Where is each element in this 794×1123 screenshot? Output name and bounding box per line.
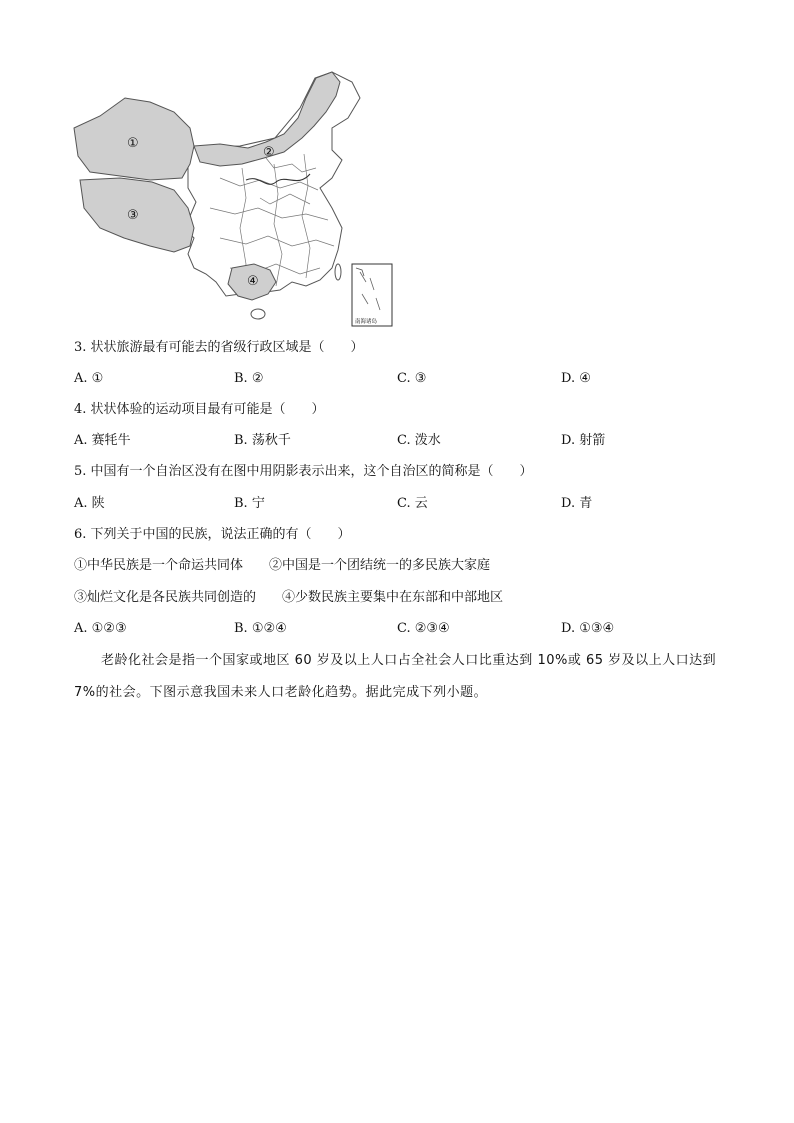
question-3-stem: 3. 状状旅游最有可能去的省级行政区域是（ ）: [74, 340, 364, 355]
q3-option-c[interactable]: C. ③: [397, 371, 427, 386]
q6-statements-line-2: ③灿烂文化是各民族共同创造的 ④少数民族主要集中在东部和中部地区: [74, 590, 504, 605]
taiwan-island: [335, 264, 341, 280]
q4-option-b[interactable]: B. 荡秋千: [234, 433, 291, 448]
q4-option-a[interactable]: A. 赛牦牛: [74, 433, 131, 448]
passage-line-1: 老龄化社会是指一个国家或地区 60 岁及以上人口占全社会人口比重达到 10%或 65 岁及以上人口达到: [74, 653, 717, 668]
region-label-4: ④: [247, 274, 259, 289]
q5-option-b[interactable]: B. 宁: [234, 496, 265, 511]
question-6-stem: 6. 下列关于中国的民族，说法正确的有（ ）: [74, 527, 351, 542]
region-label-2: ②: [263, 145, 275, 160]
region-label-1: ①: [127, 136, 139, 151]
south-china-sea-inset: [352, 264, 392, 326]
q4-option-c[interactable]: C. 泼水: [397, 433, 441, 448]
hainan-island: [251, 309, 265, 319]
region-label-3: ③: [127, 208, 139, 223]
q3-option-a[interactable]: A. ①: [74, 371, 104, 386]
question-4-stem: 4. 状状体验的运动项目最有可能是（ ）: [74, 402, 325, 417]
q6-option-b[interactable]: B. ①②④: [234, 621, 287, 636]
question-5-stem: 5. 中国有一个自治区没有在图中用阴影表示出来，这个自治区的简称是（ ）: [74, 464, 533, 479]
q5-option-a[interactable]: A. 陕: [74, 496, 105, 511]
q6-option-d[interactable]: D. ①③④: [561, 621, 615, 636]
q5-option-d[interactable]: D. 青: [561, 496, 593, 511]
china-map: [70, 68, 400, 330]
q4-option-d[interactable]: D. 射箭: [561, 433, 606, 448]
q6-option-c[interactable]: C. ②③④: [397, 621, 450, 636]
passage-line-2: 7%的社会。下图示意我国未来人口老龄化趋势。据此完成下列小题。: [74, 685, 488, 700]
q6-statements-line-1: ①中华民族是一个命运共同体 ②中国是一个团结统一的多民族大家庭: [74, 558, 491, 573]
q5-option-c[interactable]: C. 云: [397, 496, 428, 511]
q6-option-a[interactable]: A. ①②③: [74, 621, 127, 636]
q3-option-b[interactable]: B. ②: [234, 371, 264, 386]
inset-label: 南海诸岛: [355, 319, 378, 325]
q3-option-d[interactable]: D. ④: [561, 371, 591, 386]
